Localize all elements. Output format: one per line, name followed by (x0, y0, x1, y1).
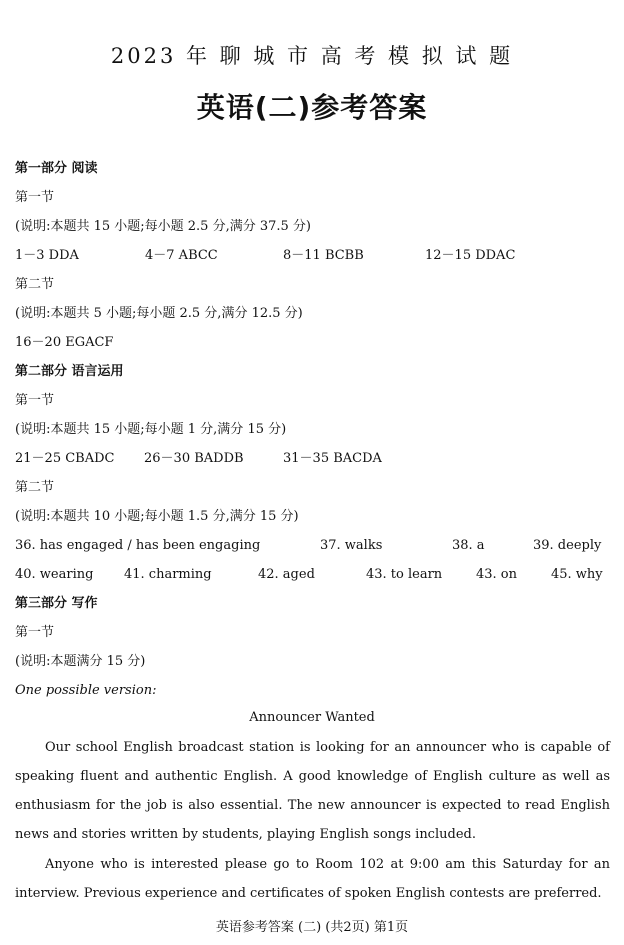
part2-heading: 第二部分 语言运用 (15, 364, 124, 379)
essay-title: Announcer Wanted (249, 710, 375, 725)
part2-sec1-label: 第一节 (15, 393, 55, 408)
answer-key-title: 英语(二)参考答案 (196, 91, 428, 124)
answer-item: 36. has engaged / has been engaging (15, 538, 261, 553)
answer-item: 42. aged (258, 567, 315, 582)
answer-item: 40. wearing (15, 567, 94, 582)
part3-sec1-note: (说明:本题满分 15 分) (15, 654, 146, 669)
answer-item: 37. walks (320, 538, 383, 553)
part2-sec2-label: 第二节 (15, 480, 55, 495)
answer-group: 31－35 BACDA (283, 451, 382, 466)
exam-title: 2023 年 聊 城 市 高 考 模 拟 试 题 (110, 44, 514, 68)
part2-sec1-note: (说明:本题共 15 小题;每小题 1 分,满分 15 分) (15, 422, 287, 437)
part3-heading: 第三部分 写作 (15, 596, 98, 611)
part1-sec1-note: (说明:本题共 15 小题;每小题 2.5 分,满分 37.5 分) (15, 219, 311, 234)
answer-group: 8－11 BCBB (283, 248, 364, 263)
essay-paragraph: Our school English broadcast station is looking for an announcer who is capable of speaking fluent and authentic English. A good knowledge of English culture as well as enthusiasm for the job is also essential. The new announcer is expected to read English news and stories written by students, playing English songs included. (15, 740, 610, 842)
page-footer: 英语参考答案 (二) (共2页) 第1页 (215, 920, 409, 935)
version-label: One possible version: (15, 683, 157, 698)
part1-sec2-note: (说明:本题共 5 小题;每小题 2.5 分,满分 12.5 分) (15, 306, 303, 321)
answer-item: 38. a (452, 538, 485, 553)
answer-group: 16－20 EGACF (15, 335, 114, 350)
answer-group: 21－25 CBADC (15, 451, 115, 466)
answer-item: 45. why (551, 567, 603, 582)
answer-group: 1－3 DDA (15, 248, 79, 263)
answer-item: 43. to learn (366, 567, 443, 582)
part1-heading: 第一部分 阅读 (15, 161, 98, 176)
part3-sec1-label: 第一节 (15, 625, 55, 640)
part1-sec2-label: 第二节 (15, 277, 55, 292)
answer-item: 41. charming (124, 567, 212, 582)
part1-sec1-label: 第一节 (15, 190, 55, 205)
answer-group: 26－30 BADDB (144, 451, 244, 466)
answer-item: 39. deeply (533, 538, 602, 553)
answer-group: 4－7 ABCC (145, 248, 218, 263)
answer-group: 12－15 DDAC (425, 248, 516, 263)
answer-item: 43. on (476, 567, 518, 582)
essay-paragraph: Anyone who is interested please go to Room 102 at 9:00 am this Saturday for an interview. Previous experience and certificates of spoken English contests are preferred. (15, 857, 610, 901)
part2-sec2-note: (说明:本题共 10 小题;每小题 1.5 分,满分 15 分) (15, 509, 299, 524)
